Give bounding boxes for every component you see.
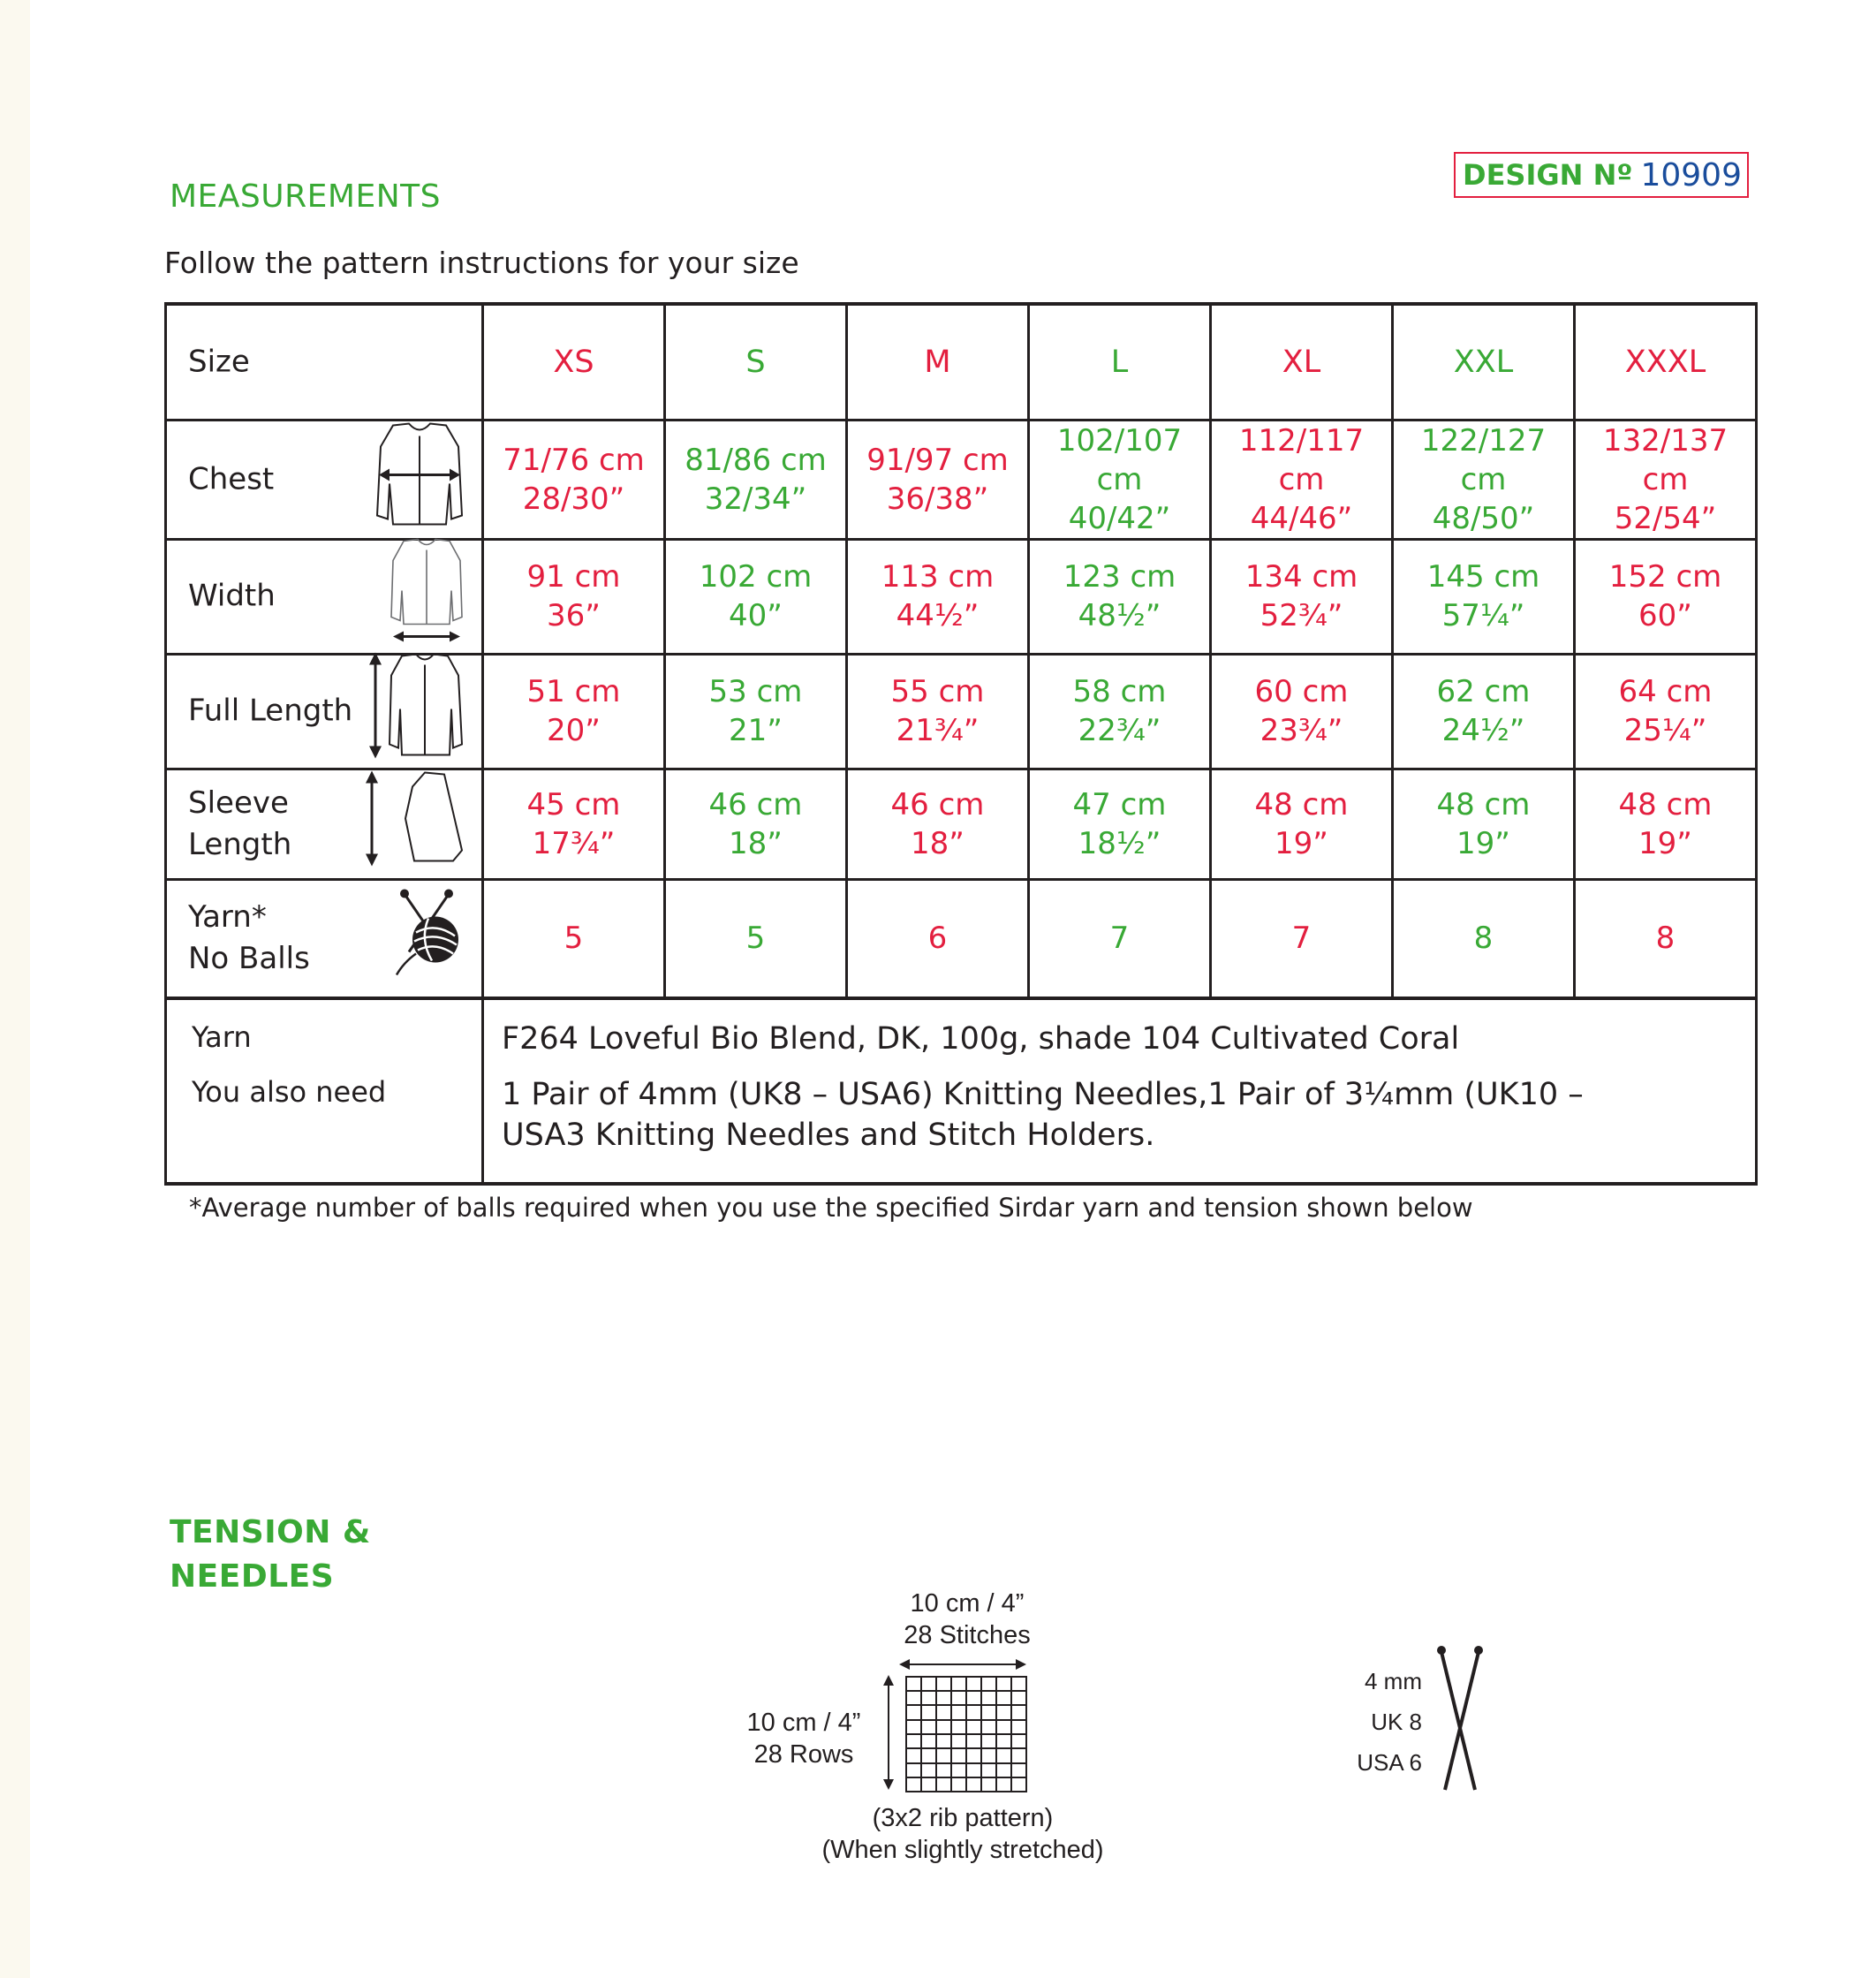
needle-mm: 4 mm: [1365, 1668, 1422, 1694]
size-xxl: XXL: [1393, 304, 1575, 420]
yarn-balls-label: Yarn* No Balls: [188, 899, 310, 977]
size-s: S: [665, 304, 847, 420]
sleeve-length-xxl: 48 cm 19”: [1393, 769, 1575, 879]
also-need-label: You also need: [192, 1075, 387, 1109]
chest-xxl: 122/127 cm 48/50”: [1393, 420, 1575, 539]
design-number-box: [1454, 152, 1749, 198]
chest-xl: 112/117 cm 44/46”: [1211, 420, 1393, 539]
sleeve-length-m: 46 cm 18”: [847, 769, 1029, 879]
yarn-label: Yarn: [192, 1020, 252, 1054]
chest-row: [166, 420, 1757, 539]
size-row: [166, 304, 1757, 420]
tension-heading: TENSION & NEEDLES: [170, 1514, 371, 1595]
sleeve-length-diagram-icon: [359, 769, 465, 879]
design-label: DESIGN Nº: [1463, 158, 1633, 192]
sleeve-length-s: 46 cm 18”: [665, 769, 847, 879]
yarn-balls-xxl: 8: [1393, 879, 1575, 998]
sleeve-length-xxxl: 48 cm 19”: [1575, 769, 1757, 879]
size-xl: XL: [1211, 304, 1393, 420]
tension-height-label: 10 cm / 4” 28 Rows: [746, 1709, 861, 1769]
yarn-balls-row: [166, 879, 1757, 998]
full-length-label: Full Length: [188, 693, 353, 729]
yarn-balls-s: 5: [665, 879, 847, 998]
yarn-ball-needles-icon: [393, 887, 465, 990]
full-length-xxl: 62 cm 24½”: [1393, 654, 1575, 769]
footnote: *Average number of balls required when you use the specified Sirdar yarn and tension shown below: [189, 1193, 1473, 1223]
size-m: M: [847, 304, 1029, 420]
yarn-info-row: [166, 998, 1757, 1184]
sleeve-length-xs: 45 cm 17¾”: [483, 769, 665, 879]
full-length-xxxl: 64 cm 25¼”: [1575, 654, 1757, 769]
needle-uk: UK 8: [1371, 1709, 1422, 1735]
yarn-balls-l: 7: [1029, 879, 1211, 998]
page-edge-strip: [0, 0, 30, 1978]
width-xxl: 145 cm 57¼”: [1393, 539, 1575, 654]
chest-xxxl: 132/137 cm 52/54”: [1575, 420, 1757, 539]
full-length-xl: 60 cm 23¾”: [1211, 654, 1393, 769]
sleeve-length-xl: 48 cm 19”: [1211, 769, 1393, 879]
size-xxxl: XXXL: [1575, 304, 1757, 420]
width-xxxl: 152 cm 60”: [1575, 539, 1757, 654]
width-row: [166, 539, 1757, 654]
sleeve-length-row: [166, 769, 1757, 879]
width-m: 113 cm 44½”: [847, 539, 1029, 654]
also-need-value: 1 Pair of 4mm (UK8 – USA6) Knitting Needles,1 Pair of 3¼mm (UK10 – USA3 Knitting Needles and Stitch Holders.: [502, 1077, 1584, 1153]
measurements-table: [164, 302, 1758, 1186]
knitting-needles-icon: [1429, 1643, 1491, 1793]
chest-m: 91/97 cm 36/38”: [847, 420, 1029, 539]
yarn-balls-xl: 7: [1211, 879, 1393, 998]
width-xs: 91 cm 36”: [483, 539, 665, 654]
full-length-diagram-icon: [367, 651, 465, 772]
width-label: Width: [188, 578, 276, 614]
design-number: 10909: [1640, 156, 1742, 193]
full-length-l: 58 cm 22¾”: [1029, 654, 1211, 769]
full-length-m: 55 cm 21¾”: [847, 654, 1029, 769]
yarn-balls-m: 6: [847, 879, 1029, 998]
chest-l: 102/107 cm 40/42”: [1029, 420, 1211, 539]
tension-swatch-diagram: [871, 1654, 1039, 1795]
chest-diagram-icon: [374, 420, 465, 539]
chest-label: Chest: [188, 461, 275, 496]
tension-pattern-note: (3x2 rib pattern) (When slightly stretched): [821, 1804, 1104, 1864]
chest-s: 81/86 cm 32/34”: [665, 420, 847, 539]
sleeve-length-l: 47 cm 18½”: [1029, 769, 1211, 879]
needle-usa: USA 6: [1357, 1749, 1422, 1776]
sleeve-length-label: Sleeve Length: [188, 784, 292, 862]
full-length-row: [166, 654, 1757, 769]
width-l: 123 cm 48½”: [1029, 539, 1211, 654]
yarn-balls-xs: 5: [483, 879, 665, 998]
yarn-balls-xxxl: 8: [1575, 879, 1757, 998]
width-s: 102 cm 40”: [665, 539, 847, 654]
chest-xs: 71/76 cm 28/30”: [483, 420, 665, 539]
measurements-heading: MEASUREMENTS: [170, 178, 441, 215]
size-l: L: [1029, 304, 1211, 420]
full-length-s: 53 cm 21”: [665, 654, 847, 769]
width-diagram-icon: [388, 536, 465, 657]
full-length-xs: 51 cm 20”: [483, 654, 665, 769]
intro-text: Follow the pattern instructions for your size: [164, 246, 799, 280]
size-xs: XS: [483, 304, 665, 420]
width-xl: 134 cm 52¾”: [1211, 539, 1393, 654]
yarn-value: F264 Loveful Bio Blend, DK, 100g, shade 104 Cultivated Coral: [502, 1021, 1460, 1057]
size-label: Size: [188, 344, 250, 380]
tension-width-label: 10 cm / 4” 28 Stitches: [904, 1589, 1031, 1649]
